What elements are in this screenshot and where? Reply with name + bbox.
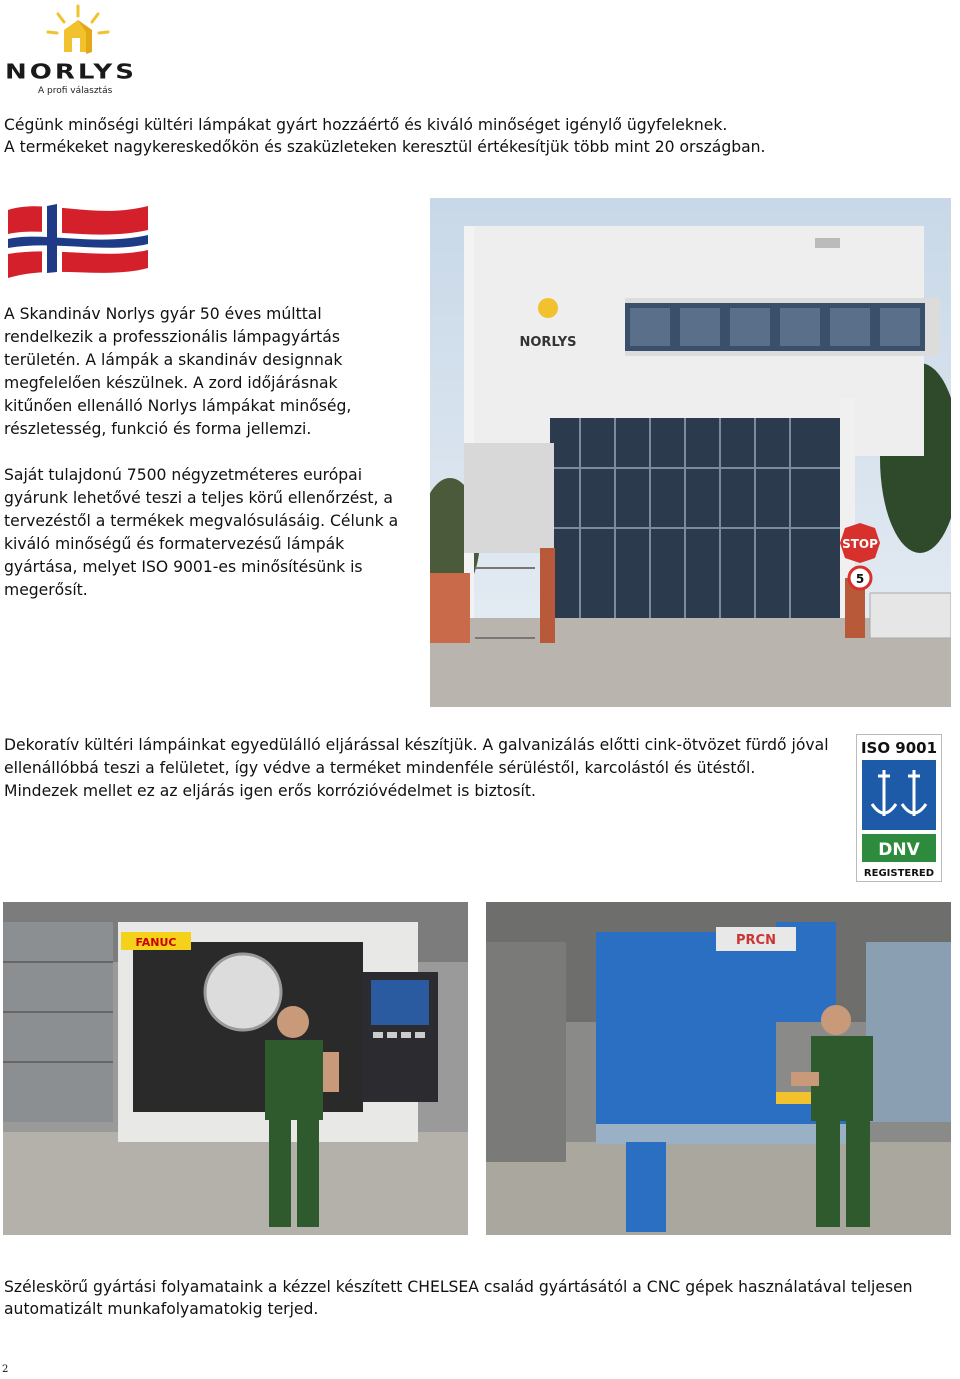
- sun-house-icon: [2, 2, 148, 62]
- iso-certificate-badge: [856, 734, 942, 882]
- cnc-machine-photo: [3, 902, 468, 1235]
- intro-line-2: A termékeket nagykereskedőkön és szaküzleteken keresztül értékesítjük több mint 20 országban.: [4, 137, 766, 156]
- stop-sign-text: STOP: [842, 537, 878, 551]
- production-paragraph: Széleskörű gyártási folyamataink a kézzel készített CHELSEA család gyártásától a CNC gépek használatával teljesen automatizált munkafolyamatokig terjed.: [4, 1278, 913, 1318]
- logo-wordmark: NORLYS: [5, 60, 137, 84]
- norlys-logo: [2, 2, 148, 98]
- iso-label: ISO 9001: [860, 739, 938, 757]
- speed-limit-text: 5: [855, 572, 865, 586]
- fanuc-label: FANUC: [135, 936, 177, 949]
- intro-line-1: Cégünk minőségi kültéri lámpákat gyárt hozzáértő és kiváló minőséget igénylő ügyfeleknek.: [4, 116, 728, 134]
- intro-text: [4, 115, 944, 158]
- logo-tagline: A profi választás: [38, 86, 113, 96]
- dnv-label: DNV: [878, 840, 920, 860]
- building-sign: NORLYS: [519, 335, 577, 350]
- about-paragraph: A Skandináv Norlys gyár 50 éves múlttal rendelkezik a professzionális lámpagyártás területén. A lámpák a skandináv designnak megfelelően készülnek. A zord időjárásnak kitűnően ellenálló Norlys lámpákat minőség, részletesség, funkció és forma jellemzi.: [4, 305, 352, 438]
- coating-paragraph: Dekoratív kültéri lámpáinkat egyedülálló eljárással készítjük. A galvanizálás előtti cink-ötvözet fürdő jóval ellenállóbbá teszi a felületet, így védve a terméket mindenféle sérüléstől, karcolástól és ütéstől. Mindezek mellet ez az eljárás igen erős korrózióvédelmet is biztosít.: [4, 736, 829, 800]
- page-number: 2: [2, 1364, 9, 1375]
- factory-building-photo: [430, 198, 951, 707]
- registered-label: REGISTERED: [863, 868, 935, 879]
- norwegian-flag-icon: [4, 198, 150, 286]
- factory-paragraph: Saját tulajdonú 7500 négyzetméteres európai gyárunk lehetővé teszi a teljes körű ellenőrzést, a tervezéstől a termékek megvalósulásáig. Célunk a kiváló minőségű és formatervezésű lámpák gyártása, melyet ISO 9001-es minősítésünk is megerősít.: [4, 466, 399, 599]
- press-brake-photo: [486, 902, 951, 1235]
- prcn-label: PRCN: [736, 933, 776, 948]
